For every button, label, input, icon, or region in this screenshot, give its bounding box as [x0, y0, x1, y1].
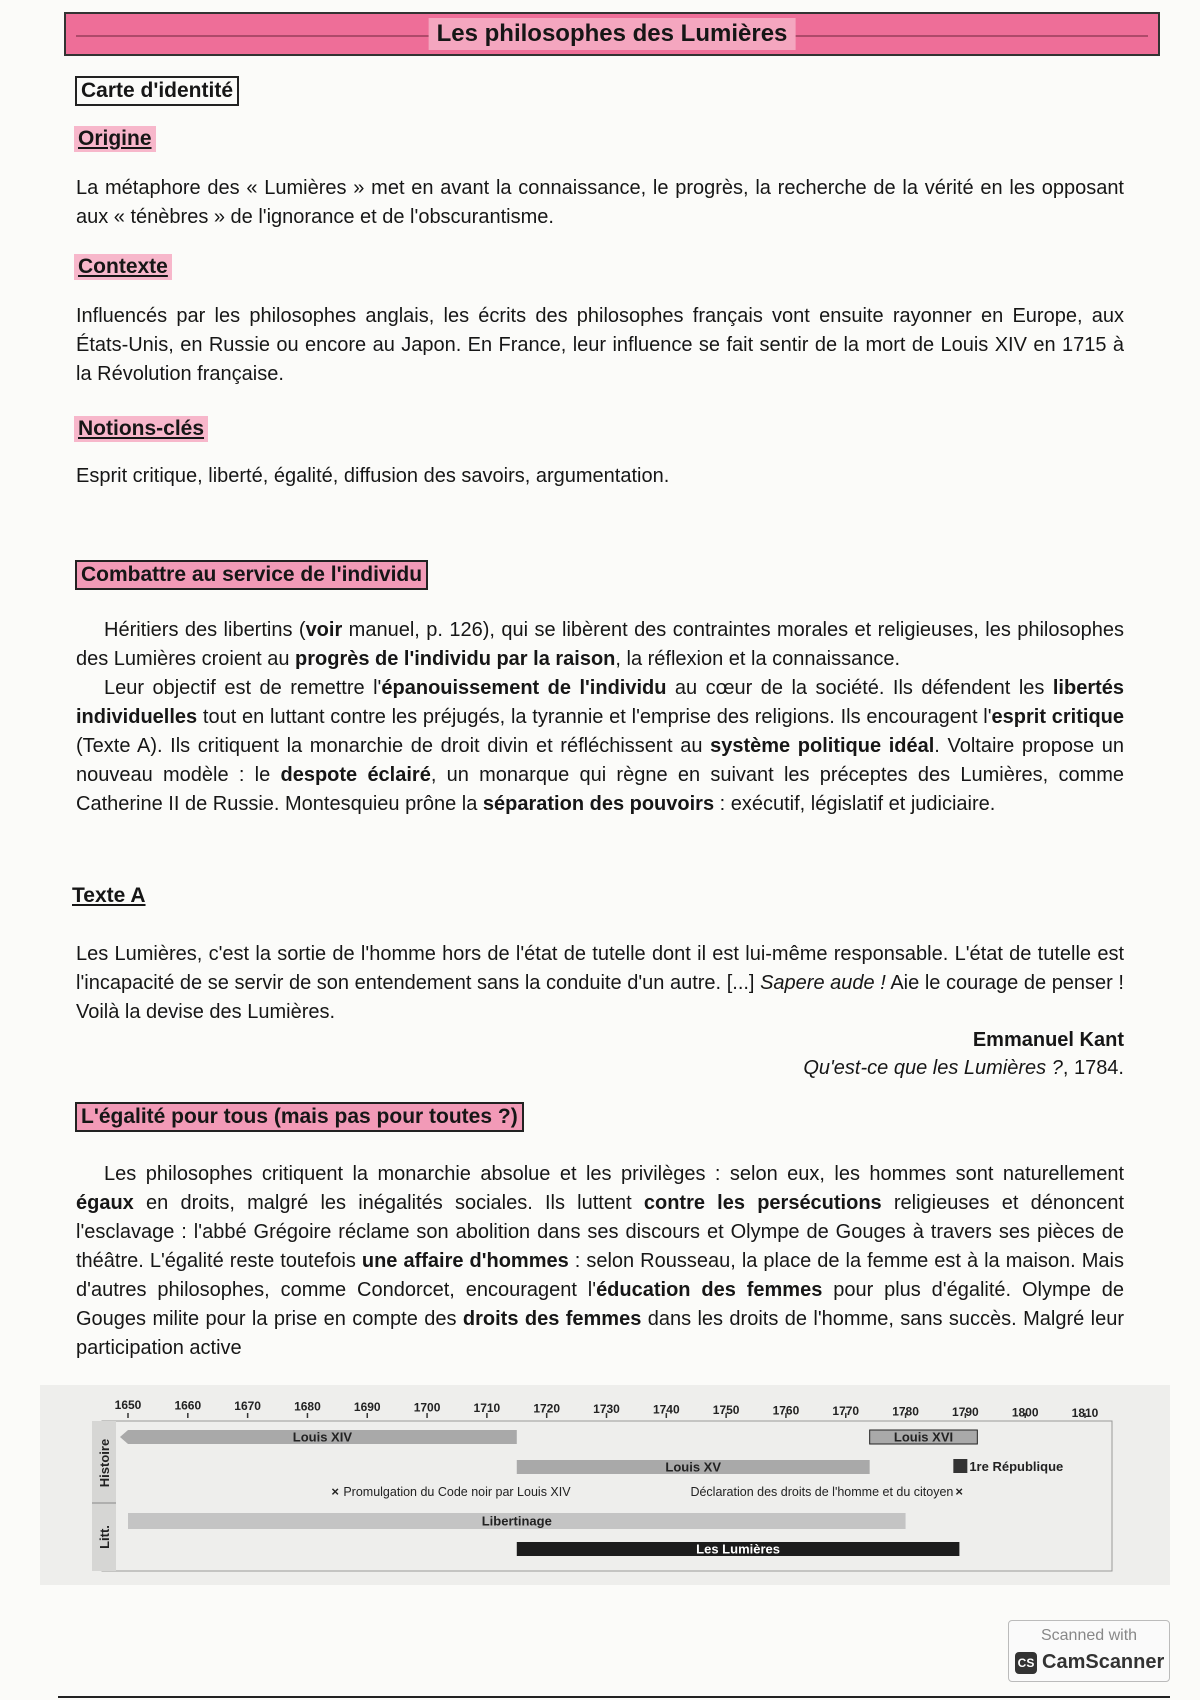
timeline-year: 1730	[593, 1402, 620, 1416]
timeline-event: Déclaration des droits de l'homme et du citoyen	[690, 1485, 954, 1499]
timeline-year: 1800	[1011, 1405, 1039, 1420]
texteA-heading: Texte A	[72, 884, 146, 907]
texteA-source: Qu'est-ce que les Lumières ?, 1784.	[803, 1057, 1124, 1079]
timeline-year: 1740	[652, 1402, 680, 1417]
context-text: Influencés par les philosophes anglais, les écrits des philosophes français vont ensuite rayonner en Europe, aux États-Unis, en Russie ou encore au Japon. En France, leur influence se fait sentir de la mort de Louis XIV en 1715 à la Révolution française.	[76, 305, 1124, 385]
origin-text: La métaphore des « Lumières » met en avant la connaissance, le progrès, la recherche de la vérité en les opposant aux « ténèbres » de l'ignorance et de l'obscurantisme.	[76, 177, 1124, 228]
stamp-line2: CS CamScanner	[1015, 1651, 1164, 1674]
timeline-year: 1700	[413, 1400, 441, 1415]
camscanner-logo-icon: CS	[1015, 1652, 1037, 1674]
section2-paragraph: Les philosophes critiquent la monarchie absolue et les privilèges : selon eux, les hommes sont naturellement égaux en droits, malgré les inégalités sociales. Ils luttent contre les persécutions religieuses et dénoncent l'esclavage : l'abbé Grégoire réclame son abolition dans ses discours et Olympe de Gouges à travers ses pièces de théâtre. L'égalité reste toutefois une affaire d'hommes : selon Rousseau, la place de la femme est à la maison. Mais d'autres philosophes, comme Condorcet, encouragent l'éducation des femmes pour plus d'égalité. Olympe de Gouges milite pour la prise en compte des droits des femmes dans les droits de l'homme, sans succès. Malgré leur participation active	[76, 1163, 1125, 1359]
section1-paragraph-2: Leur objectif est de remettre l'épanouissement de l'individu au cœur de la société. Ils défendent les libertés individuelles tout en luttant contre les préjugés, la tyrannie et l'emprise des religions. Ils encouragent l'esprit critique (Texte A). Ils critiquent la monarchie de droit divin et réfléchissent au système politique idéal. Voltaire propose un nouveau modèle : le despote éclairé, un monarque qui règne en suivant les préceptes des Lumières, comme Catherine II de Russie. Montesquieu prône la séparation des pouvoirs : exécutif, législatif et judiciaire.	[76, 677, 1125, 815]
timeline-year: 1770	[832, 1404, 860, 1418]
title-banner	[64, 12, 1160, 56]
republique-marker	[953, 1459, 967, 1473]
section2-heading: L'égalité pour tous (mais pas pour toutes ?)	[75, 1102, 524, 1132]
timeline-event: Promulgation du Code noir par Louis XIV	[343, 1485, 571, 1499]
timeline-year: 1810	[1071, 1406, 1099, 1420]
notions-heading: Notions-clés	[74, 416, 208, 442]
event-cross-icon: ×	[331, 1484, 339, 1499]
identity-heading: Carte d'identité	[75, 76, 239, 106]
texteA-author: Emmanuel Kant	[972, 1029, 1124, 1051]
timeline-bar-label: Louis XVI	[893, 1429, 954, 1445]
timeline-year: 1760	[772, 1403, 800, 1418]
section1-heading: Combattre au service de l'individu	[75, 560, 428, 590]
timeline-year: 1780	[892, 1404, 919, 1419]
timeline-bar-label: Libertinage	[481, 1513, 552, 1529]
timeline-year: 1710	[473, 1401, 501, 1415]
context-heading: Contexte	[74, 254, 172, 280]
timeline-year: 1720	[533, 1401, 561, 1416]
event-cross-icon: ×	[955, 1484, 963, 1499]
timeline-year: 1670	[234, 1399, 261, 1413]
timeline-bar-label: Les Lumières	[696, 1541, 781, 1557]
timeline-year: 1680	[294, 1399, 321, 1414]
section1-paragraph-1: Héritiers des libertins (voir manuel, p. 126), qui se libèrent des contraintes morales et religieuses, les philosophes des Lumières croient au progrès de l'individu par la raison, la réflexion et la connaissance.	[76, 619, 1124, 670]
timeline-row-label-histoire: Histoire	[97, 1438, 112, 1488]
timeline-bar-label: Louis XV	[665, 1459, 722, 1475]
notions-text: Esprit critique, liberté, égalité, diffusion des savoirs, argumentation.	[76, 465, 670, 487]
timeline-bar-label: Louis XIV	[292, 1429, 353, 1445]
stamp-line1: Scanned with	[1040, 1627, 1138, 1644]
bottom-rule	[58, 1696, 1170, 1698]
timeline-row-label-litt: Litt.	[97, 1525, 112, 1549]
texteA-quote: Les Lumières, c'est la sortie de l'homme hors de l'état de tutelle dont il est lui-même responsable. L'état de tutelle est l'incapacité de se servir de son entendement sans la conduite d'un autre. [...] Sapere aude ! Aie le courage de penser ! Voilà la devise des Lumières.	[76, 943, 1124, 1023]
timeline-year: 1660	[174, 1398, 202, 1413]
timeline-year: 1690	[353, 1400, 381, 1414]
timeline-year: 1790	[952, 1405, 979, 1419]
timeline	[40, 1385, 1170, 1585]
page-title: Les philosophes des Lumières	[429, 18, 796, 50]
camscanner-stamp	[1008, 1620, 1170, 1682]
timeline-bar-label: 1re République	[969, 1459, 1064, 1474]
timeline-year: 1650	[114, 1398, 142, 1412]
timeline-arrow	[120, 1430, 128, 1444]
timeline-year: 1750	[712, 1403, 740, 1417]
timeline-chart	[40, 1385, 1170, 1585]
origin-heading: Origine	[74, 126, 156, 152]
